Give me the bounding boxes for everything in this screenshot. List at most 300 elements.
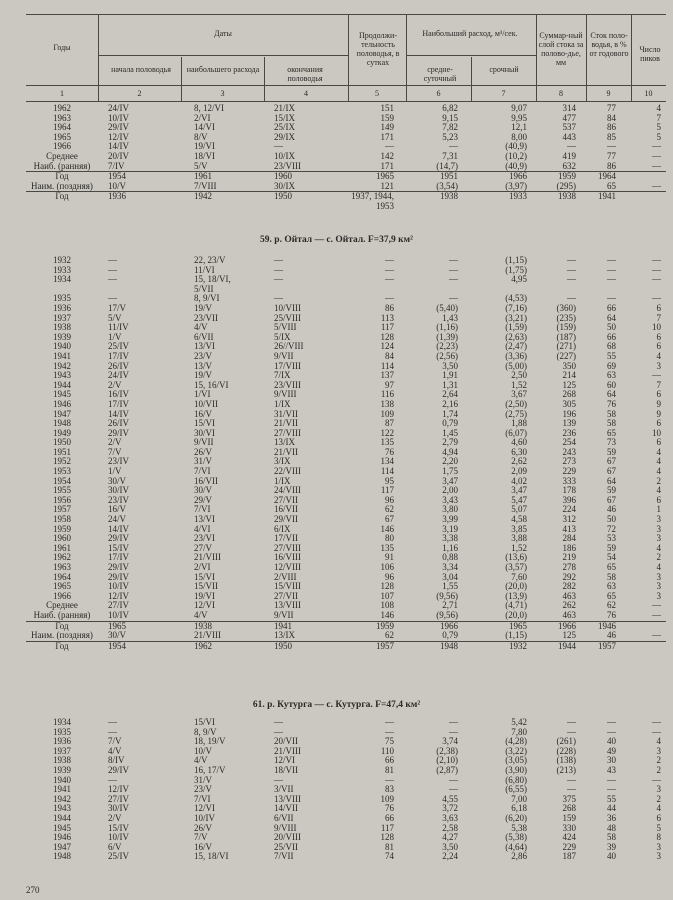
table-cell: 3 [656,571,661,582]
table-cell: 23/V [194,350,212,361]
table-cell: 4 [656,803,661,814]
table-cell: 53 [607,533,616,544]
section-title: 59. р. Ойтал — с. Ойтал. F=37,9 км² [260,235,413,245]
table-cell: 3,38 [442,533,458,544]
table-cell: 12/VI [194,803,215,814]
table-cell: 273 [562,456,576,467]
table-cell: 5,47 [511,494,527,505]
table-cell: 10/IV [108,112,129,123]
table-cell: 49 [607,745,616,756]
table-cell: (13,9) [505,590,527,601]
table-cell: — [607,274,616,285]
table-cell: 10/V [194,745,212,756]
table-cell: — [274,255,283,265]
table-cell: 66 [385,812,394,823]
table-cell: 1960 [274,171,292,182]
table-cell: 1944 [53,379,71,390]
table-cell: 1964 [598,171,616,182]
table-cell: (2,75) [505,408,527,419]
table-cell: 1934 [53,717,71,727]
table-cell: 7/VI [194,466,211,477]
table-cell: 1962 [53,552,71,563]
table-cell: 12/VI [274,755,295,766]
table-cell: 262 [562,600,576,611]
table-cell: — [652,180,661,191]
table-cell: 1959 [558,171,576,182]
table-cell: 138 [380,398,394,409]
table-cell: 278 [562,562,576,572]
table-cell: (5,38) [505,832,527,843]
table-cell: 30/V [108,630,126,641]
table-cell: 125 [562,379,576,390]
table-cell: — [652,370,661,381]
table-cell: (4,71) [505,600,527,611]
table-cell: — [449,717,458,727]
table-cell: 1950 [274,640,292,651]
table-cell: 95 [385,475,394,486]
table-cell: 1,16 [442,542,458,553]
table-cell: — [385,141,394,152]
table-cell: 7/V [108,736,122,747]
table-cell: 3 [656,841,661,852]
table-cell: (2,23) [436,341,458,352]
table-cell: 10 [652,322,661,333]
table-cell: (3,90) [505,764,527,775]
table-cell: 10/IV [108,581,129,592]
table-cell: (6,80) [505,774,527,785]
table-cell: — [274,274,283,285]
table-cell: (6,07) [505,427,527,438]
table-cell: 13/VIII [274,600,301,611]
table-cell: (13,6) [505,552,527,563]
table-cell: 16/V [194,408,212,419]
table-cell: 5,23 [442,131,458,142]
table-cell: Наим. (поздняя) [31,630,93,641]
table-cell: 137 [380,370,394,381]
table-cell: 2,20 [442,456,458,467]
table-cell: 74 [385,851,394,862]
table-cell: 13/IX [274,630,295,641]
table-cell: 178 [562,485,576,496]
table-cell: 31/V [194,774,212,785]
table-cell: — [274,293,283,304]
table-cell: — [652,141,661,152]
table-cell: 40 [607,851,616,862]
table-cell: 3,34 [442,562,458,572]
table-cell: — [274,141,283,152]
table-cell: 171 [380,131,394,142]
table-cell: 1965 [108,620,126,631]
table-cell: 9/VII [274,609,294,620]
table-cell: 59 [607,446,616,457]
table-cell: (235) [556,312,576,323]
table-cell: 2/VI [194,562,211,572]
table-cell: 6 [656,418,661,429]
table-cell: 1,91 [442,370,458,381]
table-cell: 1954 [108,171,126,182]
table-cell: 15/IV [108,542,129,553]
table-cell: 25/IV [108,341,129,352]
table-cell: 67 [607,456,616,467]
table-cell: — [607,717,616,727]
table-cell: 67 [607,466,616,477]
table-cell: 12/IV [108,131,129,142]
table-cell: 11/IV [108,322,129,333]
table-cell: 254 [562,437,576,448]
table-cell: 15/VII [194,581,218,592]
table-cell: 1/IX [274,398,291,409]
table-cell: 6/V [108,841,122,852]
table-cell: 5,38 [511,822,527,833]
table-row [26,642,666,652]
table-cell: 8/V [194,131,208,142]
table-cell: 27/VIII [274,542,301,553]
col-number: 2 [137,89,142,98]
table-cell: 3 [656,590,661,601]
table-cell: 40 [607,736,616,747]
table-cell: 1965 [376,171,394,182]
table-cell: 76 [607,398,616,409]
table-cell: 30/V [194,485,212,496]
table-cell: 23/IV [108,494,129,505]
table-cell: (9,56) [436,590,458,601]
table-cell: — [108,717,117,727]
table-cell: 1942 [53,793,71,804]
table-cell: 8, 9/VI [194,293,220,304]
table-cell: — [567,274,576,285]
table-cell: 4 [656,485,661,496]
table-cell: 3,43 [442,494,458,505]
table-cell: 9/VII [274,350,294,361]
table-cell: 2,16 [442,398,458,409]
table-cell: 4 [656,736,661,747]
table-cell: 14/IV [108,141,129,152]
table-cell: 4/V [194,755,208,766]
table-cell: 312 [562,514,576,525]
table-cell: (40,9) [505,141,527,152]
table-cell: 1938 [558,191,576,202]
table-cell: 5/VII [194,283,214,294]
table-cell: — [385,255,394,265]
table-cell: 2,50 [511,370,527,381]
table-cell: — [449,141,458,152]
table-cell: 146 [380,609,394,620]
table-cell: 443 [562,131,576,142]
table-cell: 1948 [440,640,458,651]
table-cell: 66 [385,755,394,766]
table-cell: 8 [656,832,661,843]
table-cell: 12/IV [108,784,129,795]
table-cell: 1954 [53,475,71,486]
table-cell: (261) [556,736,576,747]
table-cell: 419 [562,150,576,161]
table-cell: 9,07 [511,103,527,113]
table-cell: 39 [607,841,616,852]
table-cell: 3,50 [442,841,458,852]
table-cell: 2,71 [442,600,458,611]
col-number: 5 [375,89,379,98]
table-cell: 7/V [108,446,122,457]
table-cell: 4,55 [442,793,458,804]
table-cell: 20/VII [274,736,298,747]
table-cell: 1962 [194,640,212,651]
table-cell: 58 [607,408,616,419]
table-cell: 36 [607,812,616,823]
table-cell: — [607,264,616,275]
table-cell: 1936 [53,302,71,313]
table-cell: 9 [656,408,661,419]
table-cell: 21/VIII [274,745,301,756]
table-cell: 3,50 [442,360,458,371]
table-cell: 86 [607,160,616,171]
table-cell: 80 [385,533,394,544]
table-cell: 84 [607,112,616,123]
table-cell: (228) [556,745,576,756]
table-cell: 1,43 [442,312,458,323]
table-cell: 10 [652,427,661,438]
table-cell: 1964 [53,122,71,133]
table-cell: (3,05) [505,755,527,766]
table-cell: 75 [385,736,394,747]
table-cell: 8,00 [511,131,527,142]
table-cell: 117 [380,322,394,333]
table-cell: 1950 [53,437,71,448]
table-cell: 84 [385,350,394,361]
table-cell: 4 [656,456,661,467]
table-cell: 65 [607,427,616,438]
table-cell: 16/VII [274,504,298,515]
table-cell: 58 [607,832,616,843]
table-cell: 20/VIII [274,832,301,843]
table-cell: 110 [380,745,394,756]
table-cell: (6,55) [505,784,527,795]
table-cell: 86 [385,302,394,313]
table-cell: 1,74 [442,408,458,419]
layer-header: Суммар-ный слой стока за полово-дье, мм [538,31,584,67]
table-cell: 4 [656,466,661,477]
table-cell: (2,10) [436,755,458,766]
table-cell: 1,45 [442,427,458,438]
table-cell: 2 [656,475,661,486]
table-cell: 196 [562,408,576,419]
table-cell: 87 [385,418,394,429]
table-cell: 4/V [194,322,208,333]
table-cell: 10/VII [194,398,218,409]
table-cell: 58 [607,418,616,429]
table-cell: 1947 [53,408,71,419]
table-cell: 1941 [53,784,71,795]
table-cell: 121 [380,180,394,191]
col-number: 8 [559,89,563,98]
table-cell: 1943 [53,370,71,381]
table-cell: 18/VI [194,150,215,161]
table-cell: 9 [656,398,661,409]
table-cell: 21/IX [274,103,295,113]
table-cell: 21/VIII [194,630,221,641]
table-cell: 1936 [53,736,71,747]
table-cell: 109 [380,408,394,419]
table-cell: 62 [607,600,616,611]
table-cell: 64 [607,389,616,400]
table-cell: 9,15 [442,112,458,123]
table-cell: 15/VI [194,571,215,582]
table-cell: 1950 [274,191,292,202]
table-row [26,192,666,202]
table-cell: 122 [380,427,394,438]
table-cell: 6 [656,341,661,352]
table-cell: — [449,293,458,304]
table-cell: 375 [562,793,576,804]
col-number: 6 [436,89,441,98]
table-cell: 18/VII [274,764,298,775]
col-number: 7 [501,89,506,98]
table-cell: 19/VI [194,590,215,601]
table-cell: 1940 [53,341,71,352]
table-cell: 18, 19/V [194,736,226,747]
table-cell: 1953 [376,200,394,211]
table-cell: 24/V [108,514,126,525]
table-cell: 396 [562,494,576,505]
table-cell: 1957 [376,640,394,651]
table-cell: 1941 [598,191,616,202]
peak-header: наибольшего расхода [186,65,260,74]
table-cell: Год [55,620,69,631]
table-cell: — [449,774,458,785]
table-cell: 16/V [108,504,126,515]
table-cell: 1936 [108,191,126,202]
table-cell: 65 [607,180,616,191]
table-cell: — [108,774,117,785]
table-cell: 11/VI [194,264,215,275]
table-cell: 1938 [53,322,71,333]
table-cell: 1959 [376,620,394,631]
table-cell: 1965 [53,581,71,592]
table-cell: — [652,264,661,275]
table-cell: 3,67 [511,389,527,400]
page-number: 270 [26,885,40,895]
table-cell: — [567,717,576,727]
table-cell: (40,9) [505,160,527,171]
table-cell: 1933 [509,191,527,202]
table-cell: 60 [607,379,616,390]
table-cell: 10/IV [108,832,129,843]
table-cell: 25/IV [108,851,129,862]
table-cell: 1944 [53,812,71,823]
table-cell: 2 [656,552,661,563]
table-cell: 3,47 [511,485,527,496]
table-cell: 5 [656,822,661,833]
table-cell: — [607,141,616,152]
table-cell: (1,16) [436,322,458,333]
table-cell: 96 [385,494,394,505]
table-cell: 463 [562,590,576,601]
table-cell: 9/VIII [274,822,297,833]
table-cell: 1,75 [442,466,458,477]
table-cell: 2 [656,793,661,804]
table-cell: 50 [607,322,616,333]
table-cell: 77 [607,150,616,161]
table-cell: 5 [656,122,661,133]
table-cell: 9/VIII [274,389,297,400]
table-cell: 63 [607,581,616,592]
table-cell: — [652,717,661,727]
table-cell: 21/VII [274,418,298,429]
table-cell: 6/IX [274,523,291,534]
table-cell: — [652,150,661,161]
table-cell: — [607,293,616,304]
table-cell: 4,60 [511,437,527,448]
table-cell: (159) [556,322,576,333]
table-cell: 1947 [53,841,71,852]
table-cell: 6 [656,437,661,448]
table-cell: 14/IV [108,408,129,419]
table-cell: — [652,255,661,265]
table-cell: 59 [607,485,616,496]
table-cell: (4,53) [505,293,527,304]
table-cell: 268 [562,389,576,400]
table-cell: 17/V [108,302,126,313]
table-cell: 3 [656,533,661,544]
table-cell: 29/V [194,494,212,505]
table-cell: (3,21) [505,312,527,323]
table-cell: — [567,141,576,152]
table-cell: 15/VIII [274,581,301,592]
table-cell: — [385,774,394,785]
table-cell: 7/VIII [194,180,217,191]
section-title: 61. р. Кутурга — с. Кутурга. F=47,4 км² [252,700,421,710]
table-cell: 1959 [53,523,71,534]
table-cell: (227) [556,350,576,361]
table-cell: 2,79 [442,437,458,448]
table-cell: 3,63 [442,812,458,823]
table-cell: — [108,726,117,737]
table-block-2 [26,256,666,651]
table-cell: 1957 [598,640,616,651]
table-cell: 314 [562,103,576,113]
table-cell: 10/IX [274,150,295,161]
table-cell: 537 [562,122,576,133]
table-cell: 1954 [108,640,126,651]
table-cell: Наим. (поздняя) [31,180,93,191]
table-cell: 305 [562,398,576,409]
table-cell: 1957 [53,504,71,515]
table-cell: 1/V [108,466,122,477]
table-cell: 15/IX [274,112,295,123]
table-cell: 1953 [53,466,71,477]
table-cell: 3,99 [442,514,458,525]
col-number: 9 [606,89,611,98]
table-cell: 29/VII [274,514,298,525]
start-header: начала половодья [111,65,171,74]
table-cell: 1956 [53,494,71,505]
table-cell: 4,94 [442,446,458,457]
table-cell: 2,00 [442,485,458,496]
table-cell: 16/V [194,841,212,852]
col-number: 3 [220,89,225,98]
table-cell: Среднее [46,150,78,161]
table-cell: — [607,774,616,785]
table-cell: 69 [607,360,616,371]
table-cell: 1966 [509,171,527,182]
table-cell: (2,56) [436,350,458,361]
table-cell: 8, 12/VI [194,103,224,113]
table-cell: — [567,264,576,275]
table-cell: 13/VI [194,514,215,525]
table-cell: — [652,600,661,611]
table-cell: 14/IV [108,523,129,534]
table-cell: (271) [556,341,576,352]
table-cell: 26/IV [108,360,129,371]
